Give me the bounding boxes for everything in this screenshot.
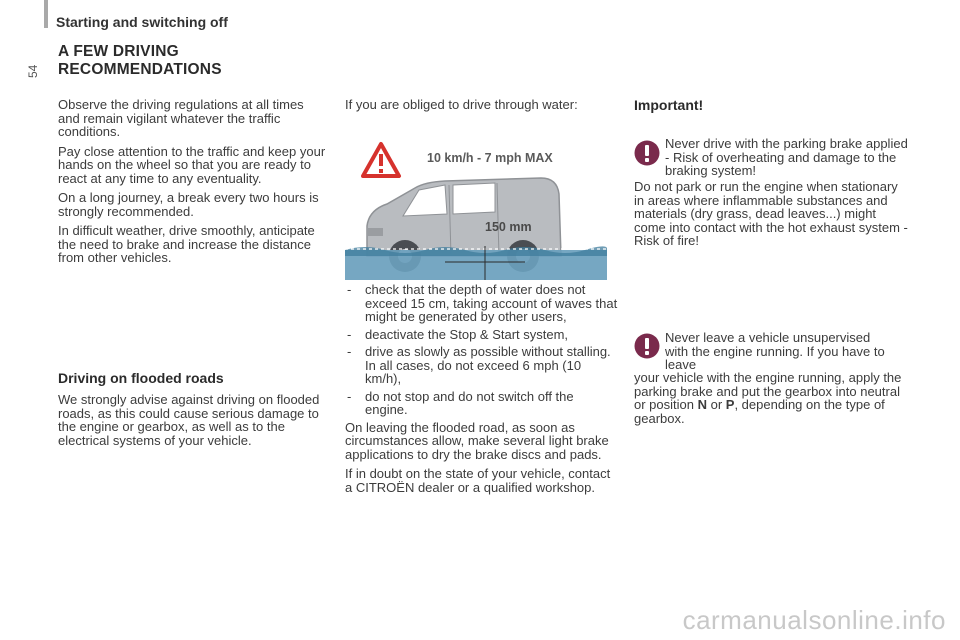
page-title-line2: RECOMMENDATIONS	[58, 61, 222, 78]
flooded-roads-title: Driving on flooded roads	[58, 370, 224, 386]
page-number: 54	[26, 64, 40, 78]
list-item: - drive as slowly as possible without stalling. In all cases, do not exceed 6 mph (10 km/h),	[347, 344, 611, 386]
water-intro	[345, 98, 619, 118]
page-title	[58, 43, 222, 79]
list-item: - deactivate the Stop & Start system,	[347, 326, 569, 342]
parking-brake-warning: Never drive with the parking brake applied - Risk of overheating and damage to the braking system!	[665, 136, 908, 178]
list-item: - check that the depth of water does not exceed 15 cm, taking account of waves that might be generated by other users,	[347, 282, 618, 324]
water-depth-label: 150 mm	[485, 220, 532, 234]
paragraph: On a long journey, a break every two hours is strongly recommended.	[58, 190, 319, 219]
header-side-bar	[44, 0, 48, 28]
section-header: Starting and switching off	[56, 14, 228, 30]
paragraph: On leaving the flooded road, as soon as circumstances allow, make several light brake applications to dry the brake discs and pads.	[345, 419, 609, 462]
paragraph: We strongly advise against driving on flooded roads, as this could cause serious damage to the engine or gearbox, as well as to the electrical systems of your vehicle.	[58, 392, 320, 448]
paragraph: Pay close attention to the traffic and keep your hands on the wheel so that you are ready to react at any time to any eventuality.	[58, 143, 326, 186]
instruction-list	[345, 283, 619, 417]
flooded-road-illustration	[345, 138, 607, 280]
exclamation-icon	[634, 140, 660, 166]
paragraph: If you are obliged to drive through water:	[345, 97, 578, 112]
unsupervised-vehicle-warning: Never leave a vehicle unsupervised with the engine running. If you have to leave	[665, 330, 885, 372]
paragraph: If in doubt on the state of your vehicle, contact a CITROËN dealer or a qualified workshop.	[345, 466, 611, 495]
unsupervised-vehicle-warning-cont: your vehicle with the engine running, apply the parking brake and put the gearbox into neutral or position N or P, depending on the type of gearbox.	[634, 370, 902, 426]
exclamation-icon	[634, 333, 660, 359]
paragraph: Observe the driving regulations at all times and remain vigilant whatever the traffic conditions.	[58, 97, 304, 139]
driving-recommendations-text	[58, 98, 326, 271]
page-title-line1: A FEW DRIVING	[58, 43, 179, 60]
important-title: Important!	[634, 97, 704, 113]
speed-limit-label: 10 km/h - 7 mph MAX	[427, 151, 553, 165]
flooded-roads-text	[58, 393, 326, 453]
list-item: - do not stop and do not switch off the engine.	[347, 388, 574, 417]
water-instructions	[345, 283, 619, 500]
paragraph: In difficult weather, drive smoothly, anticipate the need to brake and increase the distance from other vehicles.	[58, 223, 315, 265]
watermark: carmanualsonline.info	[682, 605, 946, 635]
fire-risk-warning: Do not park or run the engine when stationary in areas where inflammable substances and materials (dry grass, dead leaves...) might come into contact with the hot exhaust system - Risk of fire!	[634, 179, 908, 248]
